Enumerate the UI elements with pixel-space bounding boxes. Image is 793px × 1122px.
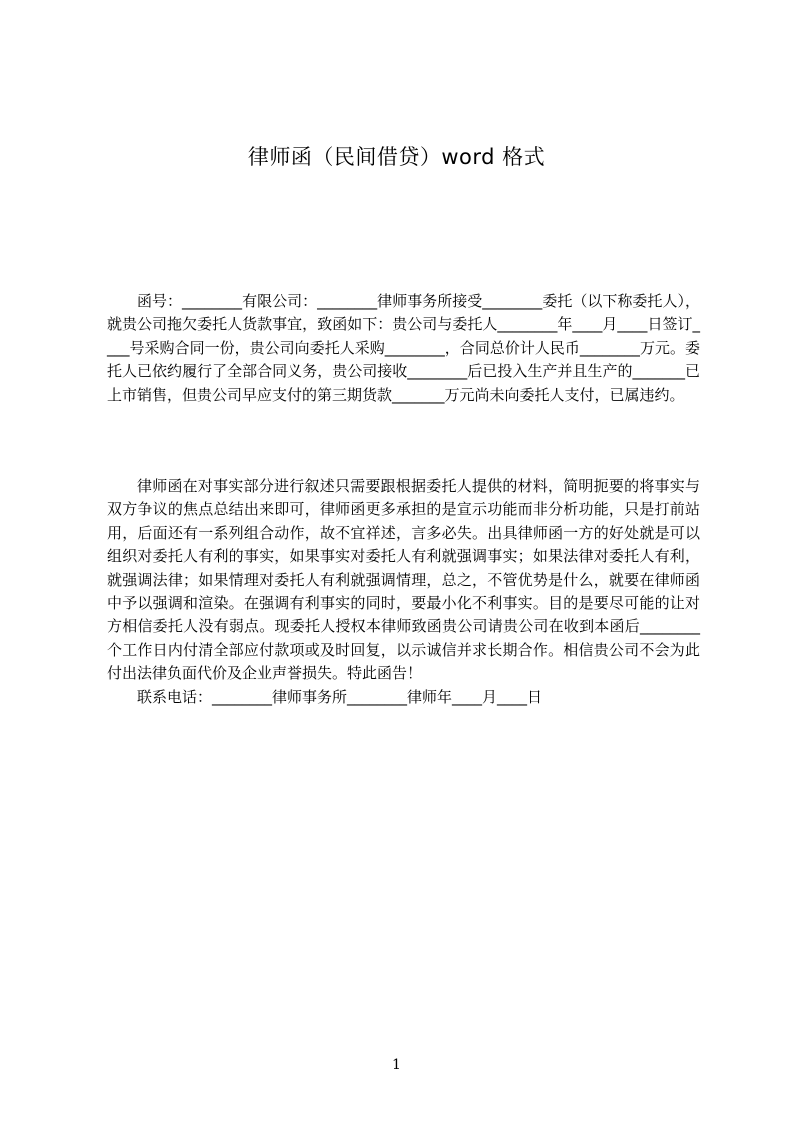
letter-commentary-section bbox=[107, 475, 700, 709]
page-number: 1 bbox=[392, 1057, 401, 1073]
paragraph-letter-intro: 函号：________有限公司：________律师事务所接受________委托（以下称委托人），就贵公司拖欠委托人货款事宜，致函如下：贵公司与委托人________年____月____日签订____号采购合同一份，贵公司向委托人采购________，合同总价计人民币________万元。委托人已依约履行了全部合同义务，贵公司接收________后已投入生产并且生产的_______已上市销售，但贵公司早应支付的第三期货款_______万元尚未向委托人支付，已属违约。 bbox=[107, 292, 700, 404]
page-title: 律师函（民间借贷）word 格式 bbox=[247, 145, 546, 169]
paragraph-commentary: 律师函在对事实部分进行叙述只需要跟根据委托人提供的材料，简明扼要的将事实与双方争议的焦点总结出来即可，律师函更多承担的是宣示功能而非分析功能，只是打前站用，后面还有一系列组合动作，故不宜祥述，言多必失。出具律师函一方的好处就是可以组织对委托人有利的事实，如果事实对委托人有利就强调事实；如果法律对委托人有利，就强调法律；如果情理对委托人有利就强调情理，总之，不管优势是什么，就要在律师函中予以强调和渲染。在强调有利事实的同时，要最小化不利事实。目的是要尽可能的让对方相信委托人没有弱点。现委托人授权本律师致函贵公司请贵公司在收到本函后________个工作日内付清全部应付款项或及时回复，以示诚信并求长期合作。相信贵公司不会为此付出法律负面代价及企业声誉损失。特此函告！ bbox=[107, 477, 700, 683]
letter-body-section bbox=[107, 290, 700, 407]
contact-line: 联系电话：________律师事务所________律师年____月____日 bbox=[137, 687, 543, 706]
